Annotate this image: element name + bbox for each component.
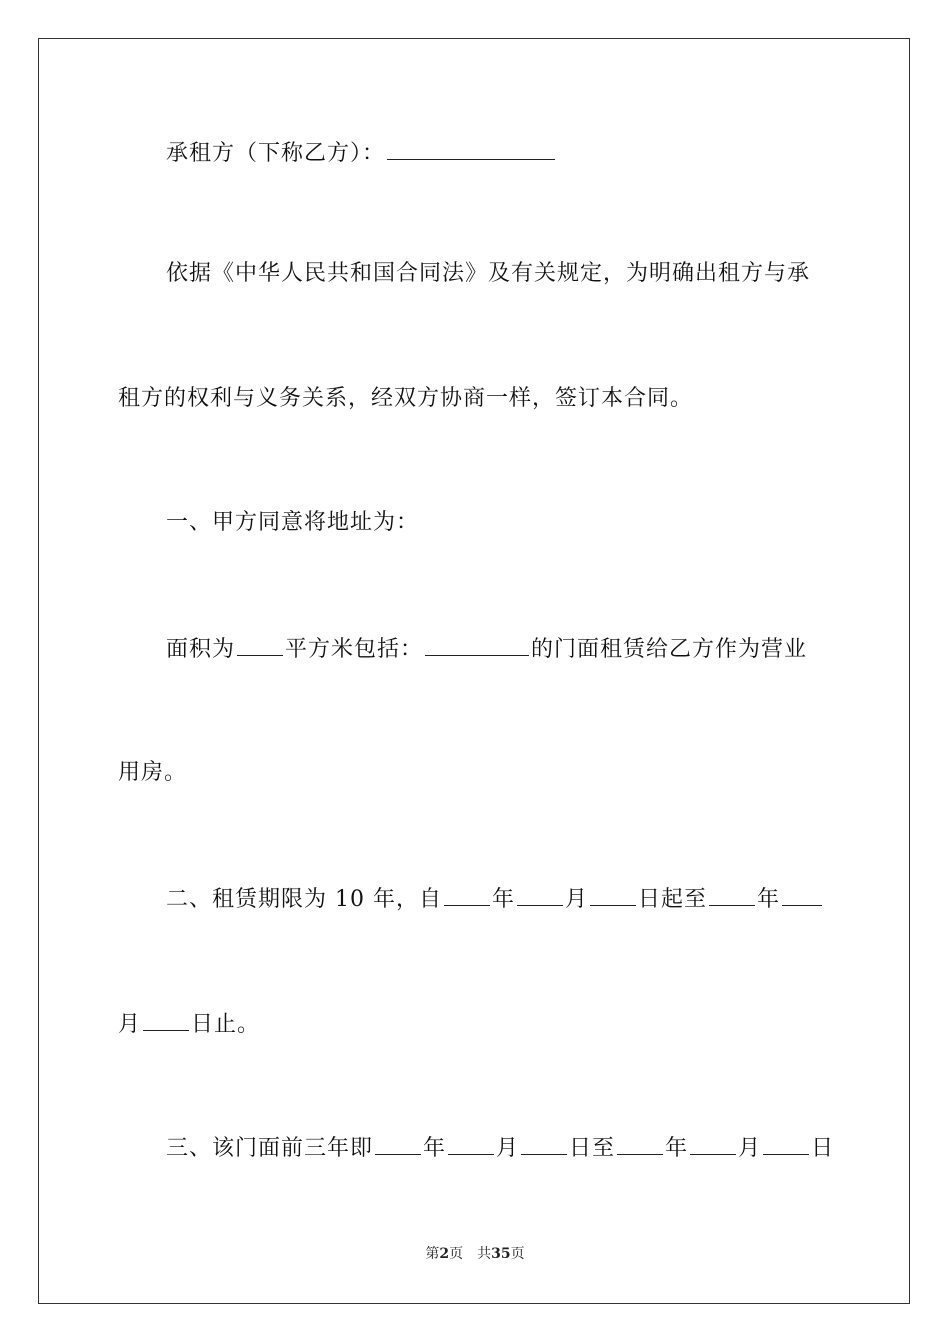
end-month-blank-part[interactable] [782,883,822,906]
end-day-blank[interactable] [143,1008,189,1031]
year-label: 年 [665,1136,689,1161]
clause-two-term [166,883,824,915]
clause-two-term-cont [118,1008,260,1040]
paragraph-lessee [166,137,557,169]
lease-purpose-text: 的门面租赁给乙方作为营业 [531,637,808,662]
term-text: 二、租赁期限为 10 年，自 [166,887,442,912]
area-blank[interactable] [237,633,283,656]
c3-start-day-blank[interactable] [521,1132,567,1155]
day-to-label: 日至 [569,1136,616,1161]
start-year-blank[interactable] [444,883,490,906]
start-day-blank[interactable] [590,883,636,906]
day-to-label: 日起至 [638,887,708,912]
lessee-label: 承租方（下称乙方）： [166,141,386,166]
c3-start-year-blank[interactable] [375,1132,421,1155]
end-year-blank[interactable] [709,883,755,906]
page-footer [0,1244,950,1264]
clause-one-address [166,508,419,538]
start-month-blank[interactable] [517,883,563,906]
month-label: 月 [118,1012,142,1037]
basis-text-1: 依据《中华人民共和国合同法》及有关规定，为明确出租方与承 [166,261,811,286]
area-unit-text: 平方米包括： [285,637,424,662]
c3-end-day-blank[interactable] [763,1132,809,1155]
month-label: 月 [565,887,589,912]
year-label: 年 [423,1136,447,1161]
footer-mid: 页 共 [449,1246,492,1262]
day-label: 日 [811,1136,835,1161]
footer-suffix: 页 [510,1246,525,1262]
year-label: 年 [491,887,515,912]
clause-three-rent [166,1132,834,1164]
month-label: 月 [738,1136,762,1161]
c3-end-year-blank[interactable] [617,1132,663,1155]
clause-one-area-cont [118,758,187,788]
usage-text: 用房。 [118,760,188,785]
clause-one-area [166,633,807,665]
paragraph-basis-line1 [166,259,810,289]
paragraph-basis-line2 [118,384,693,414]
c3-start-month-blank[interactable] [448,1132,494,1155]
month-label: 月 [496,1136,520,1161]
total-page-number: 35 [491,1246,511,1262]
basis-text-2: 租方的权利与义务关系，经双方协商一样，签订本合同。 [118,386,694,411]
day-end-label: 日止。 [191,1012,261,1037]
lessee-blank[interactable] [387,137,555,160]
current-page-number: 2 [439,1246,450,1262]
page-border [38,38,910,1304]
includes-blank[interactable] [425,633,529,656]
year-label: 年 [757,887,781,912]
clause-one-text: 一、甲方同意将地址为： [166,510,420,535]
footer-prefix: 第 [425,1246,440,1262]
c3-end-month-blank[interactable] [690,1132,736,1155]
clause-three-text: 三、该门面前三年即 [166,1136,374,1161]
area-label: 面积为 [166,637,236,662]
